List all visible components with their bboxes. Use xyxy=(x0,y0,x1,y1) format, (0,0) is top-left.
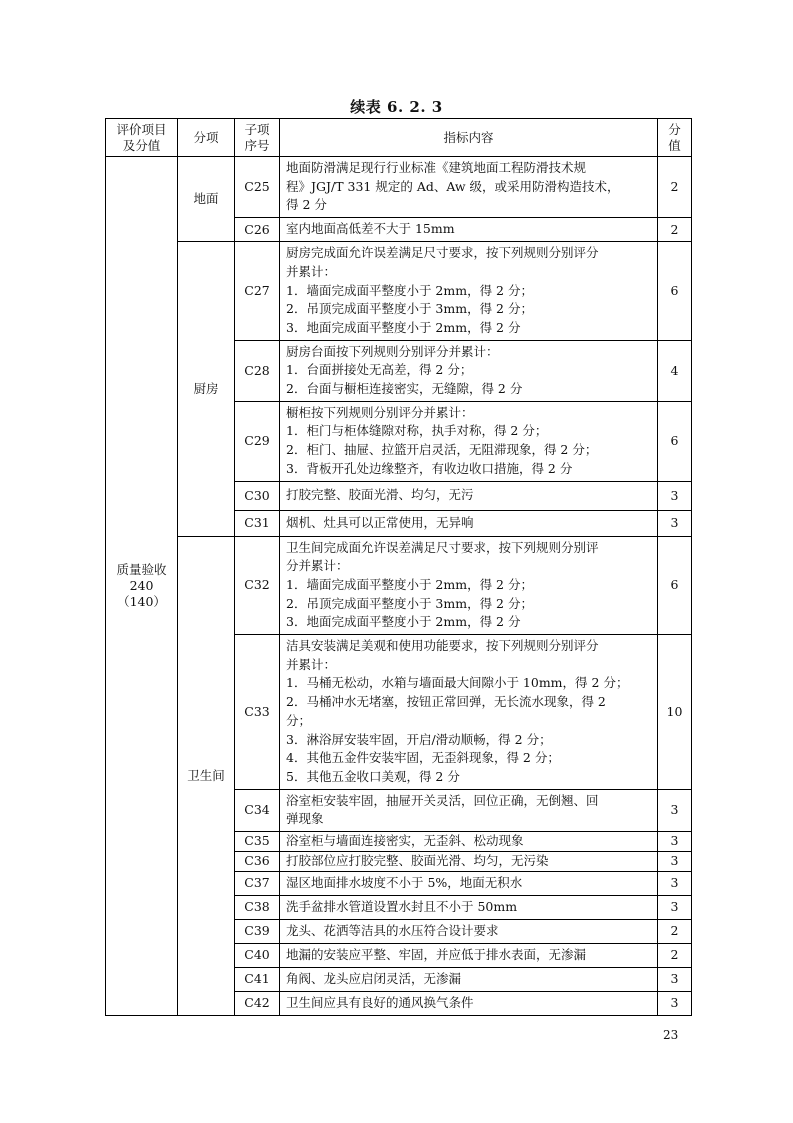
row-id: C29 xyxy=(235,401,280,481)
row-id: C34 xyxy=(235,789,280,831)
row-content: 打胶部位应打胶完整、胶面光滑、均匀，无污染 xyxy=(280,851,658,871)
group-kitchen: 厨房 xyxy=(178,242,235,536)
row-id: C28 xyxy=(235,340,280,401)
header-content: 指标内容 xyxy=(280,119,658,157)
row-content: 地漏的安装应平整、牢固，并应低于排水表面，无渗漏 xyxy=(280,943,658,967)
row-id: C32 xyxy=(235,536,280,635)
row-score: 10 xyxy=(658,635,692,790)
row-id: C40 xyxy=(235,943,280,967)
row-score: 3 xyxy=(658,991,692,1015)
row-score: 3 xyxy=(658,895,692,919)
row-score: 3 xyxy=(658,967,692,991)
group-floor: 地面 xyxy=(178,157,235,242)
row-score: 3 xyxy=(658,832,692,852)
row-id: C26 xyxy=(235,218,280,242)
row-score: 3 xyxy=(658,789,692,831)
row-content: 室内地面高低差不大于 15mm xyxy=(280,218,658,242)
table-title: 续表 6. 2. 3 xyxy=(350,98,443,116)
header-subitem: 分项 xyxy=(178,119,235,157)
row-score: 6 xyxy=(658,536,692,635)
header-number: 子项 序号 xyxy=(235,119,280,157)
row-score: 3 xyxy=(658,851,692,871)
row-score: 2 xyxy=(658,943,692,967)
row-content: 浴室柜安装牢固，抽屉开关灵活，回位正确，无倒翘、回 弹现象 xyxy=(280,789,658,831)
row-content: 地面防滑满足现行行业标准《建筑地面工程防滑技术规 程》JGJ/T 331 规定的 Ad、Aw 级，或采用防滑构造技术， 得 2 分 xyxy=(280,157,658,218)
group-bathroom: 卫生间 xyxy=(178,536,235,1015)
table-row xyxy=(106,536,692,635)
row-id: C42 xyxy=(235,991,280,1015)
row-content: 橱柜按下列规则分别评分并累计： 1．柜门与柜体缝隙对称，执手对称，得 2 分； 2．柜门、抽屉、拉篮开启灵活，无阻滞现象，得 2 分； 3．背板开孔处边缘整齐，有收边收口措施，得 2 分 xyxy=(280,401,658,481)
row-id: C35 xyxy=(235,832,280,852)
row-score: 2 xyxy=(658,218,692,242)
row-score: 3 xyxy=(658,481,692,510)
row-score: 2 xyxy=(658,157,692,218)
row-id: C25 xyxy=(235,157,280,218)
header-score: 分 值 xyxy=(658,119,692,157)
row-content: 浴室柜与墙面连接密实，无歪斜、松动现象 xyxy=(280,832,658,852)
table-row xyxy=(106,157,692,218)
evaluation-table xyxy=(105,118,692,1016)
row-score: 3 xyxy=(658,871,692,895)
row-content: 湿区地面排水坡度不小于 5%，地面无积水 xyxy=(280,871,658,895)
row-content: 洗手盆排水管道设置水封且不小于 50mm xyxy=(280,895,658,919)
row-content: 卫生间应具有良好的通风换气条件 xyxy=(280,991,658,1015)
row-score: 2 xyxy=(658,919,692,943)
header-row xyxy=(106,119,692,157)
row-score: 6 xyxy=(658,401,692,481)
row-content: 龙头、花洒等洁具的水压符合设计要求 xyxy=(280,919,658,943)
row-id: C39 xyxy=(235,919,280,943)
row-id: C36 xyxy=(235,851,280,871)
row-id: C33 xyxy=(235,635,280,790)
row-content: 打胶完整、胶面光滑、均匀，无污 xyxy=(280,481,658,510)
row-id: C38 xyxy=(235,895,280,919)
row-content: 厨房台面按下列规则分别评分并累计： 1．台面拼接处无高差，得 2 分； 2．台面与橱柜连接密实，无缝隙，得 2 分 xyxy=(280,340,658,401)
row-score: 6 xyxy=(658,242,692,341)
row-content: 洁具安装满足美观和使用功能要求，按下列规则分别评分 并累计： 1．马桶无松动，水箱与墙面最大间隙小于 10mm，得 2 分； 2．马桶冲水无堵塞，按钮正常回弹，无长流水现象，得 2 分； 3．淋浴屏安装牢固，开启/滑动顺畅，得 2 分； 4．其他五金件安装牢固，无歪斜现象，得 2 分； 5．其他五金收口美观，得 2 分 xyxy=(280,635,658,790)
header-category: 评价项目 及分值 xyxy=(106,119,178,157)
row-id: C27 xyxy=(235,242,280,341)
row-score: 4 xyxy=(658,340,692,401)
row-id: C37 xyxy=(235,871,280,895)
row-content: 烟机、灶具可以正常使用，无异响 xyxy=(280,510,658,536)
row-content: 厨房完成面允许误差满足尺寸要求，按下列规则分别评分 并累计： 1．墙面完成面平整度小于 2mm，得 2 分； 2．吊顶完成面平整度小于 3mm，得 2 分； 3．地面完成面平整度小于 2mm，得 2 分 xyxy=(280,242,658,341)
page-number: 23 xyxy=(663,1028,679,1042)
row-content: 卫生间完成面允许误差满足尺寸要求，按下列规则分别评 分并累计： 1．墙面完成面平整度小于 2mm，得 2 分； 2．吊顶完成面平整度小于 3mm，得 2 分； 3．地面完成面平整度小于 2mm，得 2 分 xyxy=(280,536,658,635)
table-row xyxy=(106,242,692,341)
row-score: 3 xyxy=(658,510,692,536)
category-cell: 质量验收 240 （140） xyxy=(106,157,178,1016)
row-id: C41 xyxy=(235,967,280,991)
row-content: 角阀、龙头应启闭灵活，无渗漏 xyxy=(280,967,658,991)
row-id: C31 xyxy=(235,510,280,536)
row-id: C30 xyxy=(235,481,280,510)
